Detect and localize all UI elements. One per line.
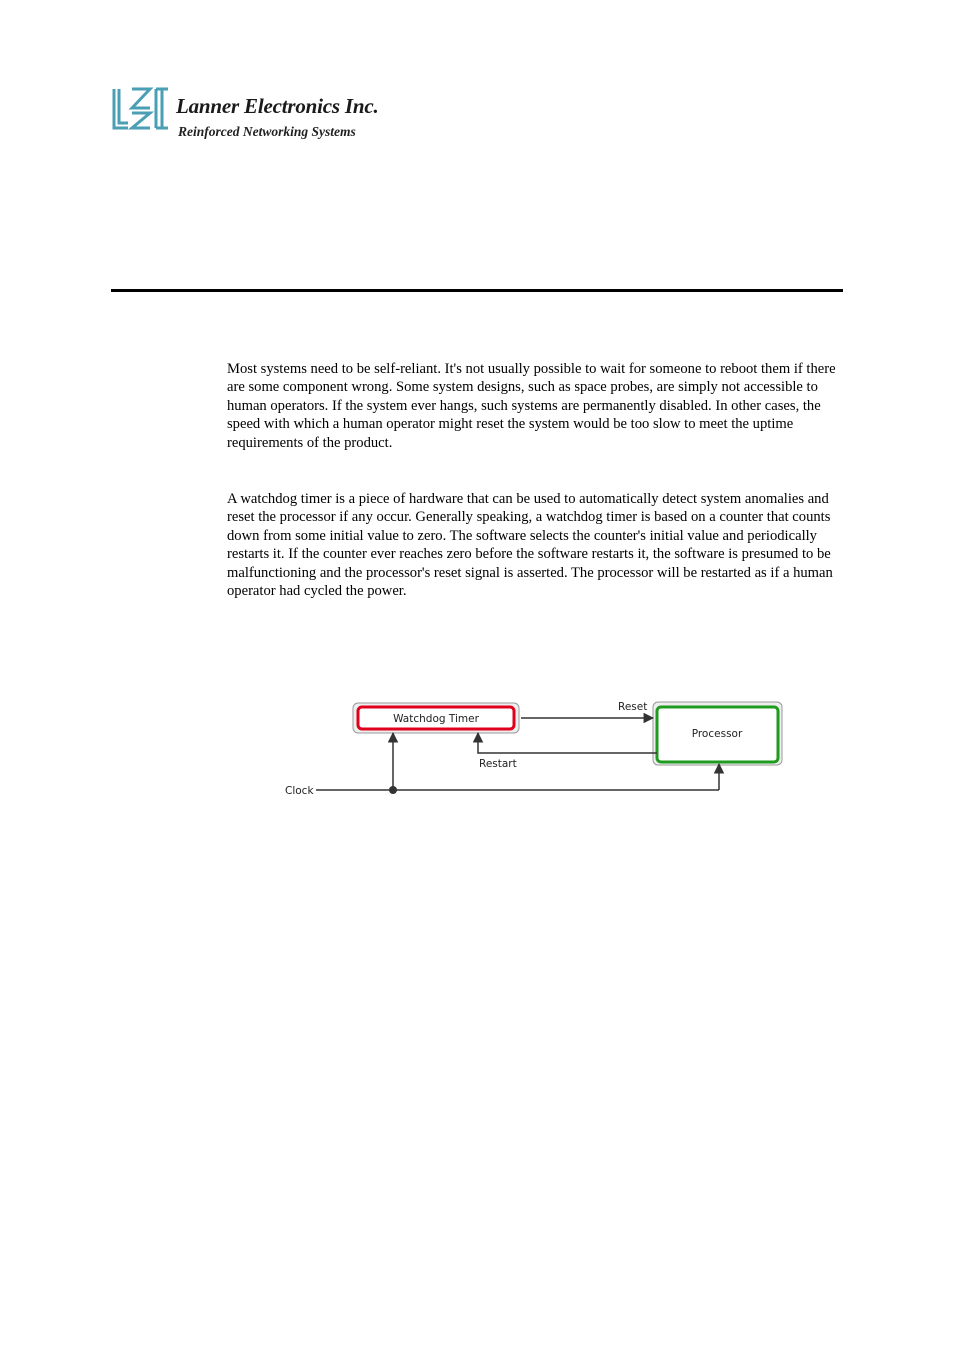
processor-label: Processor: [691, 728, 743, 740]
paragraph-self-reliance: Most systems need to be self-reliant. It's not usually possible to wait for someone to reboot them if there are some component wrong. Some system designs, such as space probes, are simply not accessible to human operators. If the system ever hangs, such systems are permanently disabled. In other cases, the speed with which a human operator might reset the system would be too slow to meet the uptime requirements of the product.: [227, 361, 836, 451]
watchdog-timer-label: Watchdog Timer: [393, 713, 479, 725]
clock-junction-dot: [389, 786, 397, 794]
watchdog-timer-box: [353, 703, 519, 733]
lei-logo-mark: [110, 86, 172, 132]
company-logo: [110, 86, 410, 146]
company-name: Lanner Electronics Inc.: [176, 94, 379, 118]
reset-label: Reset: [618, 701, 648, 713]
watchdog-diagram: [280, 696, 790, 806]
restart-label: Restart: [479, 758, 517, 770]
company-tagline: Reinforced Networking Systems: [178, 124, 356, 139]
paragraph-watchdog-definition: A watchdog timer is a piece of hardware that can be used to automatically detect system anomalies and reset the processor if any occur. Generally speaking, a watchdog timer is based on a counter that counts down from some initial value to zero. The software selects the counter's initial value and periodically restarts it. If the counter ever reaches zero before the software restarts it, the software is presumed to be malfunctioning and the processor's reset signal is asserted. The processor will be restarted as if a human operator had cycled the power.: [227, 491, 833, 600]
header-divider: [111, 289, 843, 292]
clock-label: Clock: [285, 785, 314, 797]
restart-arrow: [478, 733, 657, 753]
processor-box: [653, 702, 782, 765]
